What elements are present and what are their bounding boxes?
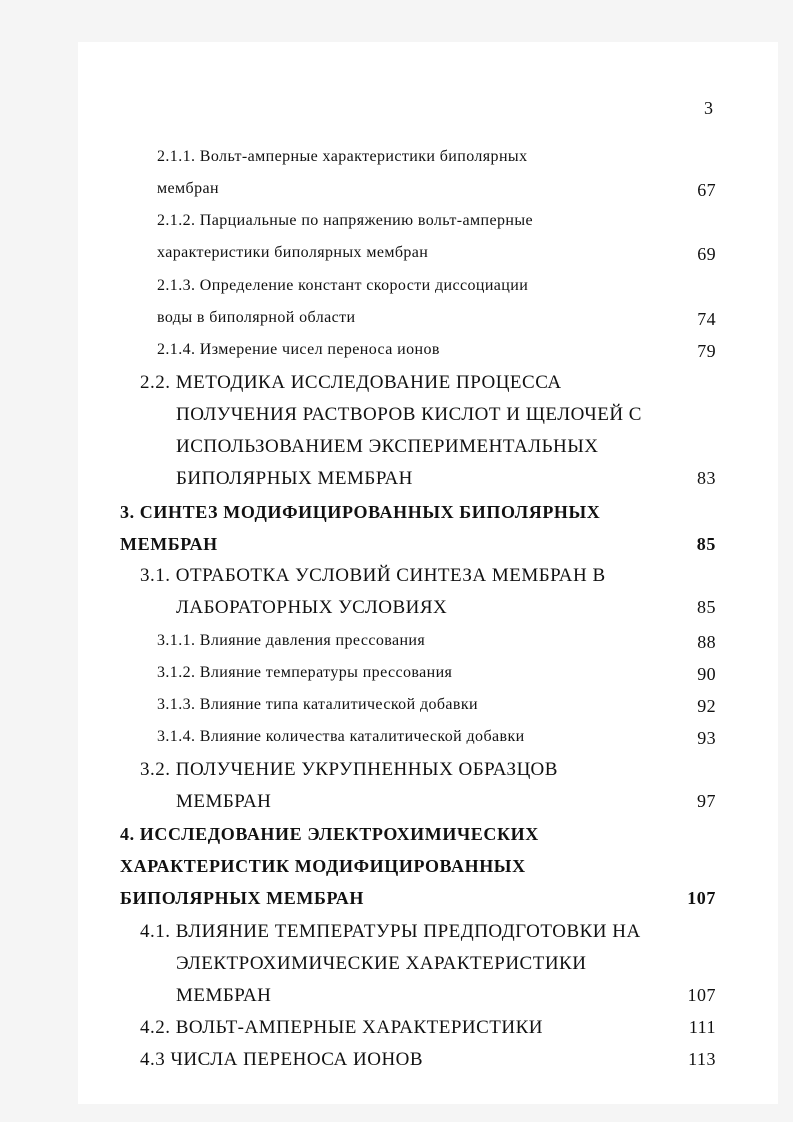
- toc-page-number: 83: [697, 468, 716, 488]
- toc-page-number: 107: [687, 985, 716, 1005]
- toc-page-number: 85: [696, 534, 716, 554]
- toc-page-number: 90: [697, 664, 716, 684]
- toc-page-number: 107: [687, 888, 716, 908]
- toc-page-number: 67: [697, 180, 716, 200]
- toc-page-number: 111: [688, 1017, 716, 1037]
- toc-page-number: 85: [697, 597, 716, 617]
- toc-page-number: 97: [697, 791, 716, 811]
- toc-page-number: 69: [697, 244, 716, 264]
- toc-page-number: 79: [697, 341, 716, 361]
- toc-page-number: 74: [697, 309, 716, 329]
- toc-page-number: 88: [697, 632, 716, 652]
- toc-page-number: 113: [688, 1049, 716, 1069]
- toc-page-number: 92: [697, 696, 716, 716]
- toc-page-number: 93: [697, 728, 716, 748]
- page-number: 3: [704, 98, 713, 118]
